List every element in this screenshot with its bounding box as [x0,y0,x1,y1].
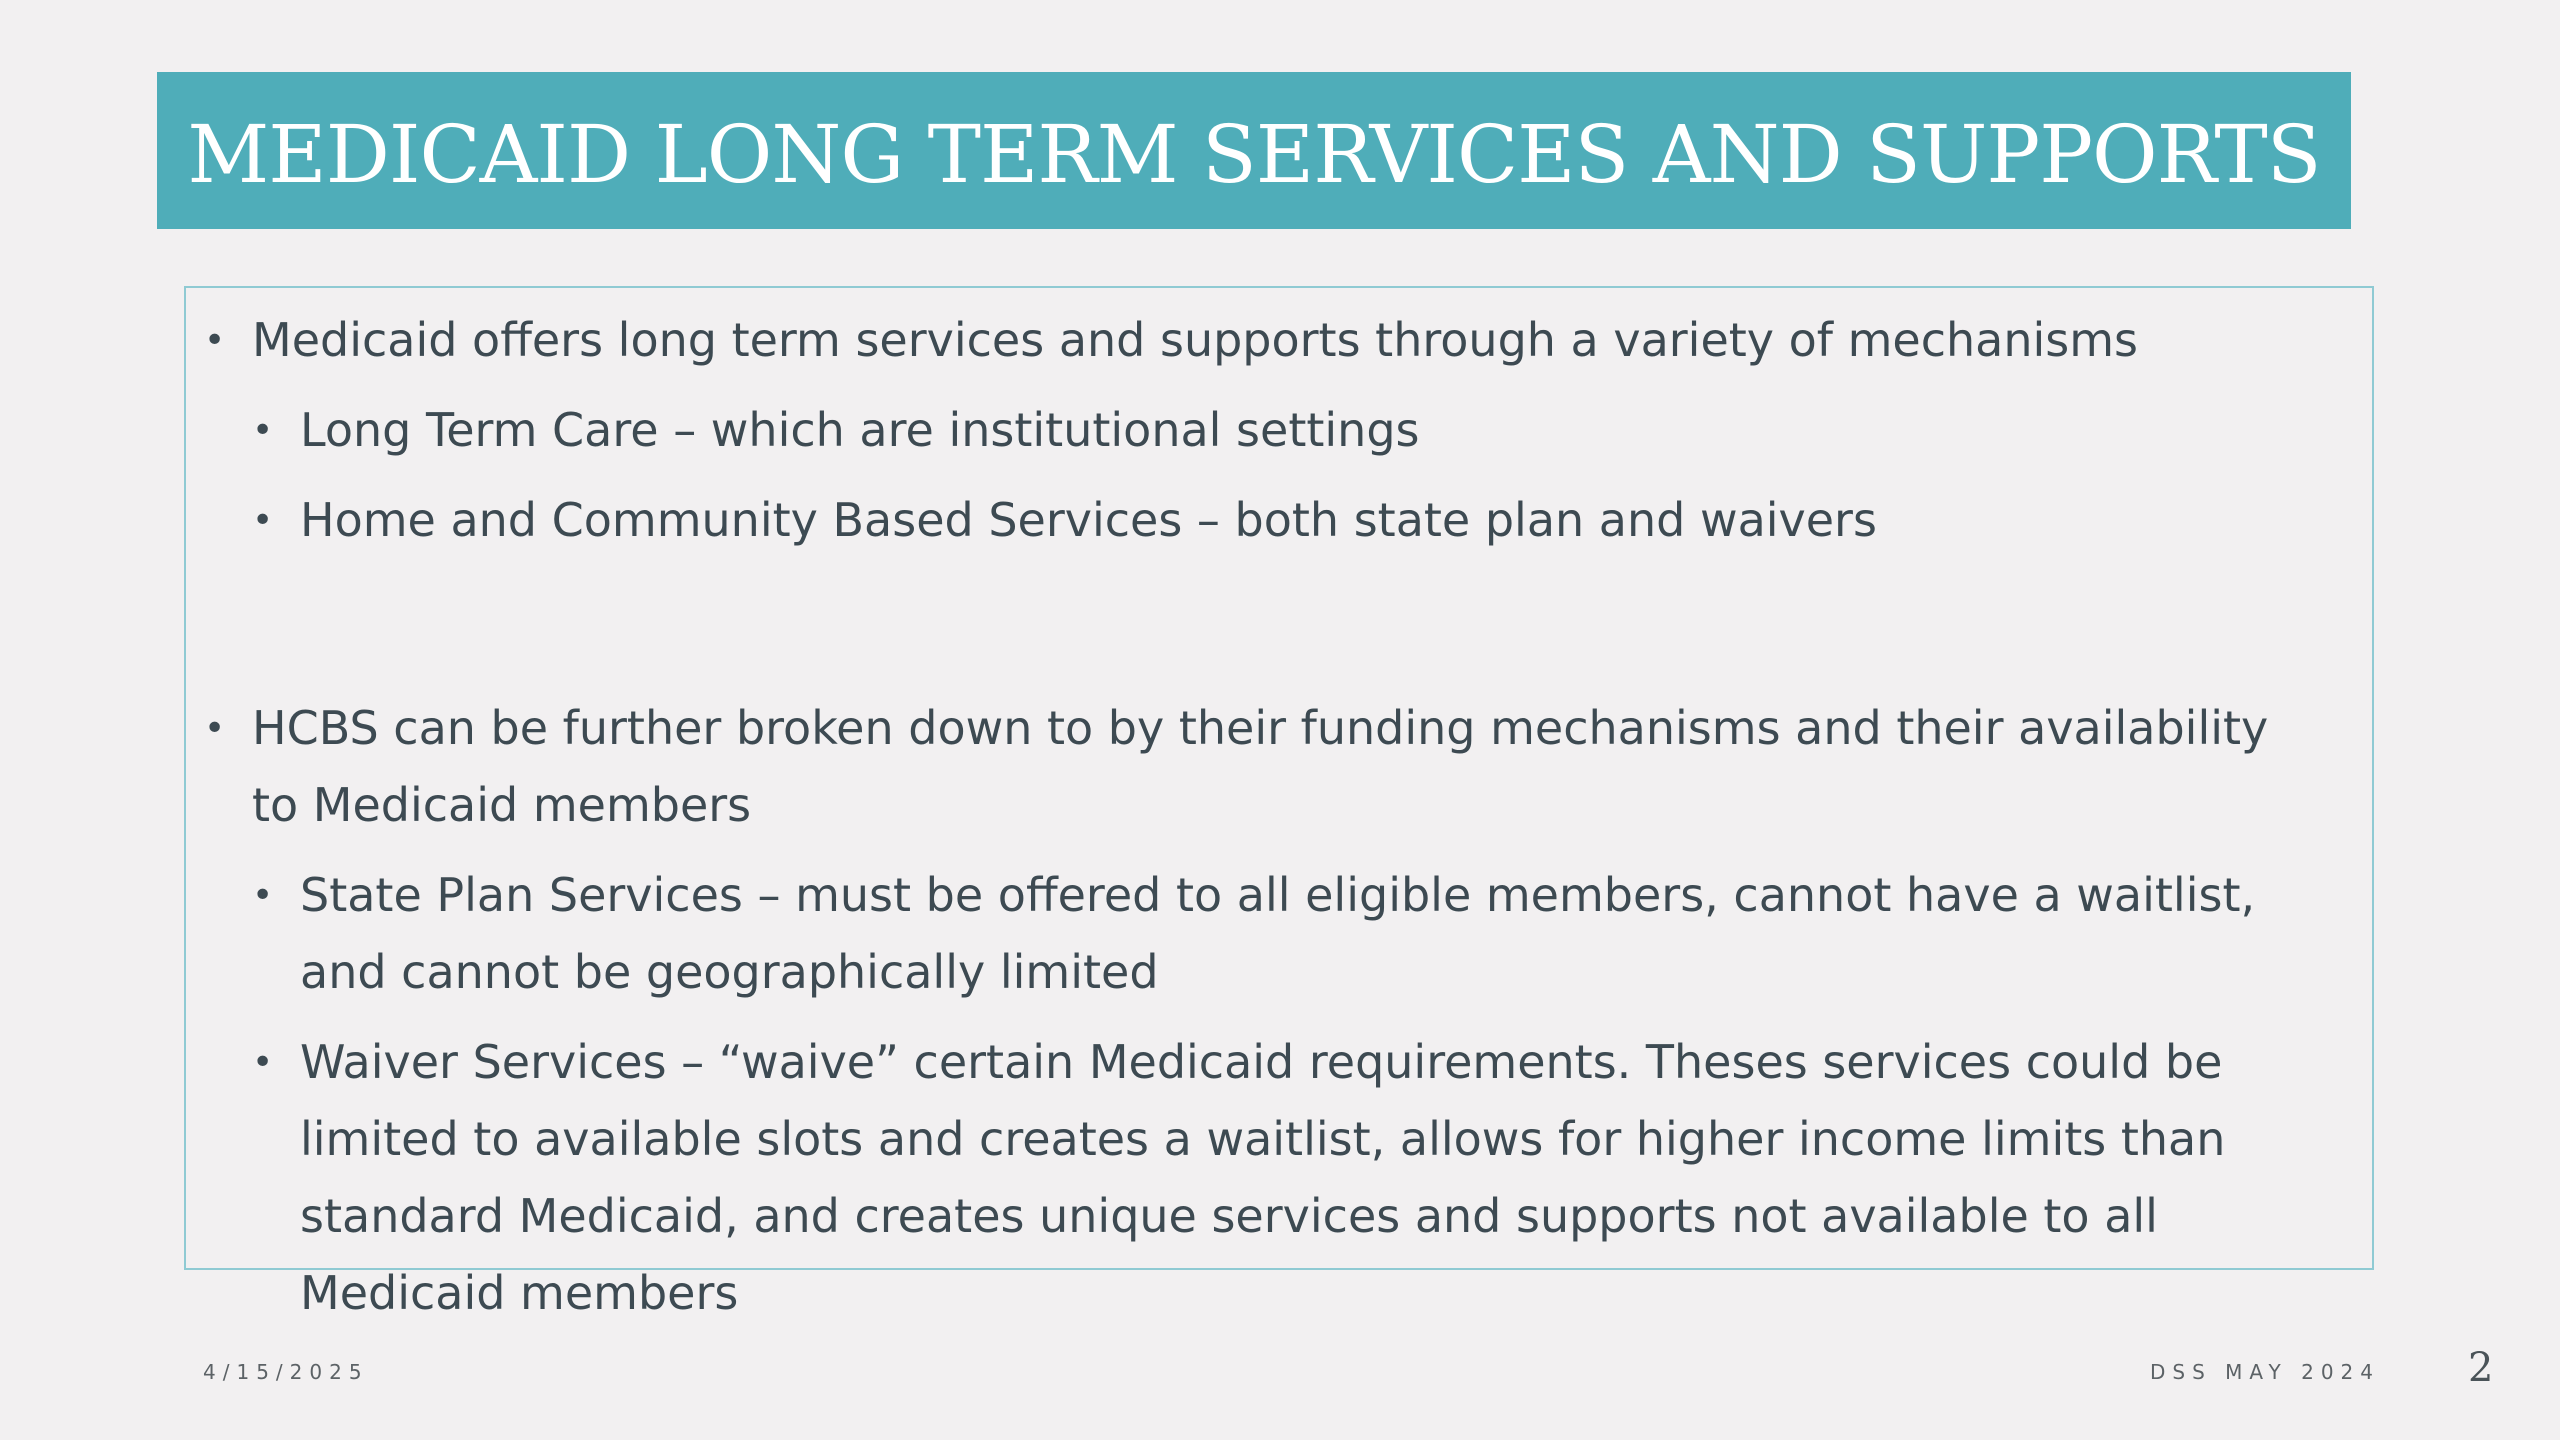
bullet-text: Home and Community Based Services – both state plan and waivers [300,493,1877,547]
bullet-icon: • [252,410,274,451]
bullet-item [204,302,2302,379]
footer-label: DSS MAY 2024 [2150,1360,2381,1384]
footer-date: 4/15/2025 [203,1360,369,1384]
bullet-icon: • [252,875,274,916]
bullet-text: HCBS can be further broken down to by their funding mechanisms and their availability to Medicaid members [252,701,2269,832]
bullet-text: Medicaid offers long term services and supports through a variety of mechanisms [252,313,2139,367]
bullet-text: Long Term Care – which are institutional settings [300,403,1420,457]
bullet-item [252,482,2350,559]
title-bar [157,72,2351,229]
bullet-text: Waiver Services – “waive” certain Medicaid requirements. Theses services could be limited to available slots and creates a waitlist, allows for higher income limits than standard Medicaid, and creates unique services and supports not available to all Medicaid members [300,1035,2226,1320]
bullet-item [252,1024,2350,1332]
bullet-item [252,857,2350,1011]
bullet-icon: • [252,1042,274,1083]
bullet-icon: • [204,708,226,749]
bullet-icon: • [204,320,226,361]
bullet-list [186,288,2372,1320]
bullet-icon: • [252,500,274,541]
slide-number: 2 [2468,1345,2494,1391]
slide-title: MEDICAID LONG TERM SERVICES AND SUPPORTS [187,108,2321,201]
content-box [184,286,2374,1320]
bullet-item [252,392,2350,469]
bullet-item [204,690,2302,844]
bullet-text: State Plan Services – must be offered to all eligible members, cannot have a waitlist, and cannot be geographically limited [300,868,2256,999]
